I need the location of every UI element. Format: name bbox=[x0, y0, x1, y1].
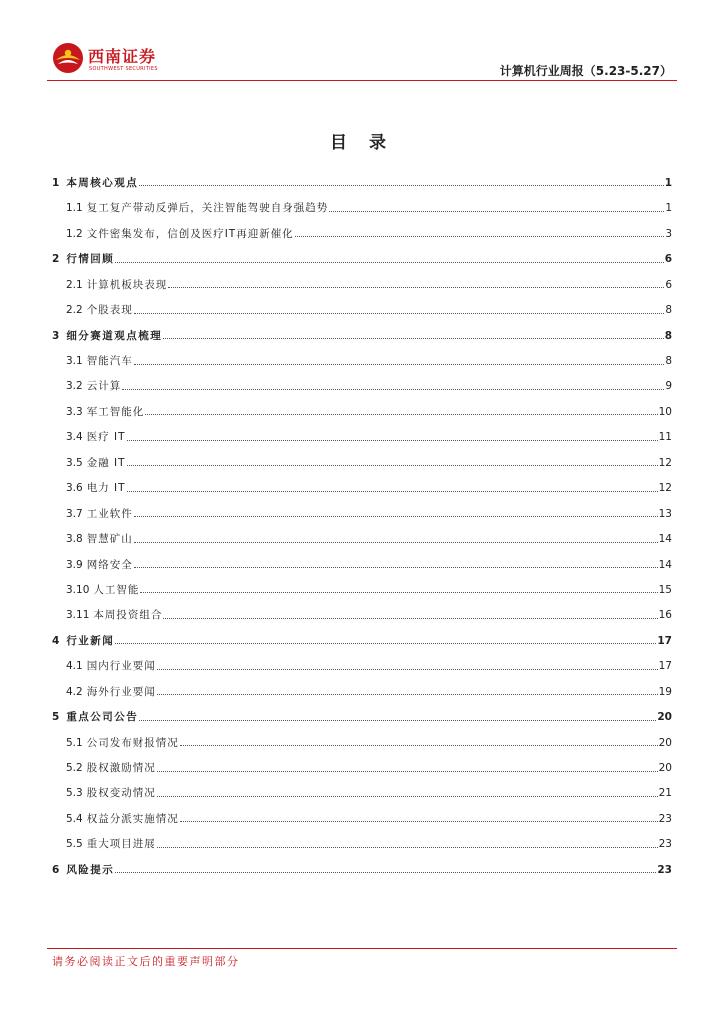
toc-dot-leader bbox=[157, 694, 658, 695]
toc-entry-number: 4.2 bbox=[66, 685, 83, 698]
toc-entry-page: 3 bbox=[665, 227, 672, 240]
toc-entry-title: 细分赛道观点梳理 bbox=[66, 329, 163, 342]
toc-subsection-entry[interactable] bbox=[52, 371, 672, 396]
toc-entry-title: 工业软件 bbox=[86, 507, 133, 520]
toc-entry-title: 重大项目进展 bbox=[86, 838, 156, 851]
toc-dot-leader bbox=[115, 872, 656, 873]
toc-entry-title: 权益分派实施情况 bbox=[86, 812, 179, 825]
toc-entry-page: 20 bbox=[658, 736, 672, 749]
toc-subsection-entry[interactable] bbox=[52, 421, 672, 446]
toc-entry-title: 行业新闻 bbox=[66, 634, 115, 647]
toc-subsection-entry[interactable] bbox=[52, 676, 672, 701]
toc-entry-title: 军工智能化 bbox=[86, 405, 145, 418]
toc-dot-leader bbox=[140, 592, 657, 593]
toc-entry-page: 17 bbox=[657, 634, 672, 647]
toc-entry-page: 16 bbox=[658, 609, 672, 622]
toc-entry-number: 2 bbox=[52, 253, 60, 266]
toc-section-entry[interactable] bbox=[52, 701, 672, 726]
toc-subsection-entry[interactable] bbox=[52, 447, 672, 472]
toc-entry-page: 19 bbox=[658, 685, 672, 698]
toc-entry-number: 1.1 bbox=[66, 202, 83, 215]
toc-entry-number: 4.1 bbox=[66, 660, 83, 673]
toc-dot-leader bbox=[115, 262, 663, 263]
toc-dot-leader bbox=[295, 236, 665, 237]
toc-entry-number: 1.2 bbox=[66, 227, 83, 240]
toc-entry-page: 1 bbox=[665, 202, 672, 215]
toc-entry-number: 3.11 bbox=[66, 609, 90, 622]
toc-entry-number: 6 bbox=[52, 863, 60, 876]
toc-section-entry[interactable] bbox=[52, 167, 672, 192]
toc-entry-title: 本周投资组合 bbox=[93, 609, 163, 622]
toc-subsection-entry[interactable] bbox=[52, 218, 672, 243]
toc-entry-number: 3.10 bbox=[66, 583, 90, 596]
toc-entry-number: 3.7 bbox=[66, 507, 83, 520]
toc-entry-page: 17 bbox=[658, 660, 672, 673]
toc-entry-title: 文件密集发布，信创及医疗IT再迎新催化 bbox=[86, 227, 294, 240]
toc-entry-title: 行情回顾 bbox=[66, 253, 115, 266]
toc-entry-title: 风险提示 bbox=[66, 863, 115, 876]
toc-entry-title: 股权变动情况 bbox=[86, 787, 156, 800]
toc-dot-leader bbox=[139, 185, 663, 186]
toc-entry-page: 8 bbox=[664, 329, 672, 342]
toc-entry-number: 4 bbox=[52, 634, 60, 647]
toc-dot-leader bbox=[134, 313, 665, 314]
toc-dot-leader bbox=[180, 745, 658, 746]
toc-entry-number: 3.3 bbox=[66, 405, 83, 418]
toc-dot-leader bbox=[163, 618, 657, 619]
logo-english-name: SOUTHWEST SECURITIES bbox=[89, 66, 158, 72]
toc-subsection-entry[interactable] bbox=[52, 650, 672, 675]
company-logo bbox=[52, 42, 192, 76]
toc-entry-title: 云计算 bbox=[86, 380, 122, 393]
toc-entry-title: 金融 IT bbox=[86, 456, 126, 469]
toc-subsection-entry[interactable] bbox=[52, 574, 672, 599]
toc-dot-leader bbox=[145, 414, 657, 415]
toc-entry-title: 人工智能 bbox=[93, 583, 140, 596]
toc-entry-number: 2.2 bbox=[66, 304, 83, 317]
toc-entry-page: 21 bbox=[658, 787, 672, 800]
toc-dot-leader bbox=[127, 440, 658, 441]
toc-dot-leader bbox=[134, 364, 665, 365]
toc-subsection-entry[interactable] bbox=[52, 828, 672, 853]
toc-entry-page: 11 bbox=[658, 431, 672, 444]
table-of-contents bbox=[52, 167, 672, 879]
toc-entry-title: 股权激励情况 bbox=[86, 762, 156, 774]
toc-dot-leader bbox=[180, 821, 658, 822]
toc-section-entry[interactable] bbox=[52, 625, 672, 650]
toc-subsection-entry[interactable] bbox=[52, 498, 672, 523]
toc-entry-page: 8 bbox=[665, 355, 672, 367]
toc-entry-number: 5.2 bbox=[66, 762, 83, 774]
toc-entry-number: 3.6 bbox=[66, 482, 83, 495]
toc-entry-page: 23 bbox=[658, 812, 672, 825]
toc-entry-title: 重点公司公告 bbox=[66, 711, 139, 724]
toc-entry-number: 3 bbox=[52, 329, 60, 342]
toc-entry-title: 本周核心观点 bbox=[66, 176, 139, 189]
toc-section-entry[interactable] bbox=[52, 243, 672, 268]
toc-dot-leader bbox=[134, 516, 658, 517]
toc-subsection-entry[interactable] bbox=[52, 345, 672, 370]
toc-entry-number: 5.3 bbox=[66, 787, 83, 800]
toc-entry-page: 6 bbox=[665, 278, 672, 291]
toc-entry-page: 9 bbox=[665, 380, 672, 393]
toc-entry-number: 3.8 bbox=[66, 533, 83, 546]
toc-dot-leader bbox=[122, 389, 664, 390]
toc-dot-leader bbox=[157, 771, 658, 772]
toc-dot-leader bbox=[139, 720, 656, 721]
toc-subsection-entry[interactable] bbox=[52, 523, 672, 548]
toc-dot-leader bbox=[115, 643, 656, 644]
toc-entry-page: 14 bbox=[658, 533, 672, 546]
toc-entry-title: 复工复产带动反弹后，关注智能驾驶自身强趋势 bbox=[86, 202, 329, 215]
toc-entry-page: 6 bbox=[664, 253, 672, 266]
toc-dot-leader bbox=[127, 465, 658, 466]
toc-entry-number: 5 bbox=[52, 711, 60, 724]
toc-entry-number: 3.9 bbox=[66, 558, 83, 571]
toc-entry-page: 12 bbox=[658, 456, 672, 469]
toc-entry-page: 12 bbox=[658, 482, 672, 495]
toc-dot-leader bbox=[163, 338, 663, 339]
toc-subsection-entry[interactable] bbox=[52, 192, 672, 217]
toc-entry-page: 15 bbox=[658, 583, 672, 596]
header-divider bbox=[47, 80, 677, 81]
toc-dot-leader bbox=[134, 542, 658, 543]
toc-subsection-entry[interactable] bbox=[52, 396, 672, 421]
toc-entry-page: 14 bbox=[658, 558, 672, 571]
toc-entry-title: 电力 IT bbox=[86, 482, 126, 495]
toc-dot-leader bbox=[168, 287, 664, 288]
toc-subsection-entry[interactable] bbox=[52, 294, 672, 319]
toc-entry-title: 海外行业要闻 bbox=[86, 685, 156, 698]
toc-subsection-entry[interactable] bbox=[52, 599, 672, 624]
toc-subsection-entry[interactable] bbox=[52, 778, 672, 803]
toc-entry-number: 3.1 bbox=[66, 355, 83, 367]
toc-entry-number: 3.5 bbox=[66, 456, 83, 469]
toc-entry-title: 个股表现 bbox=[86, 304, 133, 317]
toc-entry-number: 5.5 bbox=[66, 838, 83, 851]
logo-chinese-name: 西南证券 bbox=[88, 47, 157, 66]
toc-subsection-entry[interactable] bbox=[52, 803, 672, 828]
toc-section-entry[interactable] bbox=[52, 320, 672, 345]
toc-entry-page: 8 bbox=[665, 304, 672, 317]
toc-entry-title: 智慧矿山 bbox=[86, 533, 133, 546]
footer-disclaimer: 请务必阅读正文后的重要声明部分 bbox=[52, 955, 240, 968]
toc-entry-number: 3.4 bbox=[66, 431, 83, 444]
toc-dot-leader bbox=[157, 847, 658, 848]
toc-section-entry[interactable] bbox=[52, 854, 672, 879]
report-title: 计算机行业周报（5.23-5.27） bbox=[499, 64, 672, 78]
toc-entry-title: 国内行业要闻 bbox=[86, 660, 156, 673]
toc-dot-leader bbox=[134, 567, 658, 568]
toc-entry-page: 1 bbox=[664, 176, 672, 189]
toc-dot-leader bbox=[157, 796, 658, 797]
toc-entry-title: 医疗 IT bbox=[86, 431, 126, 444]
toc-entry-page: 13 bbox=[658, 507, 672, 520]
toc-entry-number: 5.4 bbox=[66, 812, 83, 825]
toc-entry-title: 网络安全 bbox=[86, 558, 133, 571]
toc-subsection-entry[interactable] bbox=[52, 727, 672, 752]
toc-entry-page: 23 bbox=[657, 863, 672, 876]
logo-emblem-icon bbox=[52, 42, 84, 74]
toc-dot-leader bbox=[329, 211, 664, 212]
toc-entry-page: 20 bbox=[658, 762, 672, 774]
toc-entry-number: 1 bbox=[52, 176, 60, 189]
toc-entry-page: 20 bbox=[657, 711, 672, 724]
toc-heading: 目 录 bbox=[330, 133, 394, 153]
toc-entry-title: 智能汽车 bbox=[86, 355, 133, 367]
toc-entry-title: 公司发布财报情况 bbox=[86, 736, 179, 749]
footer-divider bbox=[47, 948, 677, 949]
toc-subsection-entry[interactable] bbox=[52, 269, 672, 294]
toc-entry-title: 计算机板块表现 bbox=[86, 278, 168, 291]
toc-entry-page: 23 bbox=[658, 838, 672, 851]
toc-subsection-entry[interactable] bbox=[52, 472, 672, 497]
toc-subsection-entry[interactable] bbox=[52, 752, 672, 777]
toc-dot-leader bbox=[127, 491, 658, 492]
toc-entry-page: 10 bbox=[658, 405, 672, 418]
toc-entry-number: 5.1 bbox=[66, 736, 83, 749]
toc-entry-number: 3.2 bbox=[66, 380, 83, 393]
toc-entry-number: 2.1 bbox=[66, 278, 83, 291]
toc-subsection-entry[interactable] bbox=[52, 549, 672, 574]
toc-dot-leader bbox=[157, 669, 658, 670]
